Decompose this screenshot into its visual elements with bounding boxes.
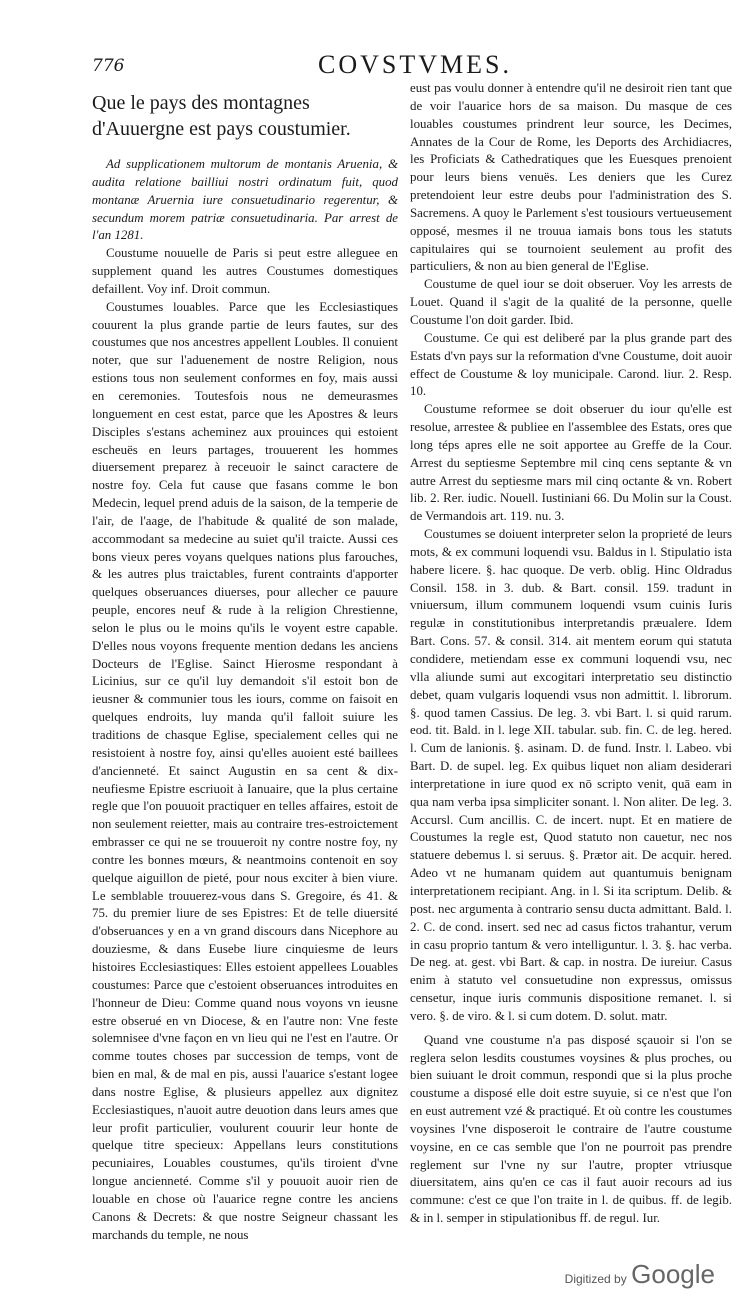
paragraph: Coustume nouuelle de Paris si peut estre alleguee en supplement quand les autres Coustumes domestiques defaillent. Voy inf. Droit commun. bbox=[92, 246, 398, 296]
paragraph: Quand vne coustume n'a pas disposé sçauoir si l'on se reglera selon lesdits coustumes voysines & plus proches, ou bien suiuant le droit commun, respondi que si la plus proche coustume a disposé elle doit estre suyuie, si ce n'est que l'on en eust autrement vzé & practiqué. Et où contre les coustumes voysines l'vne disposeroit le contraire de l'autre coustume voysine, en ce cas semble que l'on ne pourroit pas prendre reglement sur l'vne ny sur l'autre, propter vtriusque diuersitatem, ains qu'en ce cas il faut auoir recours ad ius commune: c'est ce que l'on traite in l. de quibus. ff. de legib. & in l. semper in stipulationibus ff. de regul. Iur. bbox=[410, 1032, 732, 1226]
digitized-by-label: Digitized by bbox=[564, 1272, 627, 1286]
google-logo: Google bbox=[631, 1259, 715, 1289]
paragraph: Coustumes se doiuent interpreter selon la proprieté de leurs mots, & ex communi loquendi vsu. Baldus in l. Stipulatio ista habere licere. §. hac quoque. De verb. oblig. Hinc Oldradus Consil. 158. in 3. dub. & Bart. consil. 159. tradunt in vniuersum, illum communem loquendi vsum cuinis Iuris regulæ in constitutionibus interpretandis præualere. Idem Bart. Cons. 57. & consil. 314. ait mentem eorum qui statuta condidere, metiendam esse ex communi loquendi vsu, nec vlla aliunde sumi aut excogitari interpretatio seu distinctio debet, quam vulgaris loquendi vsus non admittit. l. librorum. §. quod tamen Cassius. De leg. 3. vbi Bart. l. si quid rarum. eod. tit. Bald. in l. lege XII. tabular. sub. fin. C. de leg. hered. l. Cum de lanionis. §. asinam. D. de fund. Instr. l. Labeo. vbi Bart. D. de supel. leg. Ex quibus liquet non aliam desiderari interpretatione in iure quod ex nō scripto venit, quā eam in qua nam verba ipsa simpliciter sonant. l. Non aliter. De leg. 3. Accursl. Cum ancillis. C. de incert. nupt. Et en matiere de Coustumes la regle est, Quod statuto non cauetur, nec nos statuere debemus l. si seruus. §. Prætor ait. De acquir. hered. Adeo vt ne humanam quidem aut quantumuis benignam interpretationem recipiant. Ang. in l. Si ita scriptum. Delib. & post. nec argumenta à contrario sensu ducta admittant. Bald. l. 2. C. de cond. insert. sed nec ad casus fictos trahantur, verum in casu proprio tantum & vero intelliguntur. l. 3. §. hac verba. De neg. at. gest. vbi Bart. & cap. in nostra. De iureiur. Casus enim à statuto vel consuetudine non expressus, omissus censetur, inque iuris communis dispositione remanet. l. si vero. §. de viro. & l. si cum dotem. D. solut. matr. bbox=[410, 527, 732, 1023]
running-title: COVSTVMES. bbox=[318, 50, 512, 79]
digitization-credit bbox=[565, 1259, 715, 1290]
paragraph: eust pas voulu donner à entendre qu'il ne desiroit rien tant que de voir l'auarice hors de sa maison. Du masque de ces louables coustumes prindrent leur source, les Decimes, Annates de la Cour de Rome, les Deports des Archidiacres, les Proficiats & Cathedratiques que les Euesques prenoient pour leurs biens venuës. Les deniers que les Curez pretendoient leur estre deubs pour l'administration des S. Sacremens. A quoy le Parlement s'est tousiours vertueusement opposé, mesmes il ne trouua iamais bons tous les statuts capitulaires qui se tournoient seulement au profit des particuliers, & non au bien general de l'Eglise. bbox=[410, 81, 732, 274]
paragraph: Coustumes louables. Parce que les Ecclesiastiques couurent la plus grande partie de leurs fautes, sur des coustumes que nos ancestres appellent Loubles. Il conuient noter, que sur l'aduenement de nostre Religion, nous estions tous non seulement conformes en foy, mais aussi en ceremonies. Toutesfois nous ne demeurasmes longuement en cest estat, parce que les Apostres & leurs Disciples s'estans acheminez aux prouinces qui estoient escheuës en leurs partages, trouuerent les hommes diuersement preparez à receuoir le sainct caractere de nostre foy. Cela fut cause que fasans comme le bon Medecin, lequel prend aduis de la saison, de la temperie de l'air, de l'aage, de l'habitude & qualité de son malade, accommodant sa medecine au suiet qu'il traicte. Aussi ces bons vieux peres voyans quelques nations plus farouches, & les autres plus traictables, furent contraints d'apporter quelques obseruances diuerses, pour allecher ce pauure peuple, encores neuf & rude à la religion Chrestienne, selon le plus ou le moins qu'ils le voyent estre capable. D'elles nous voyons frequente mention dedans les anciens Docteurs de l'Eglise. Sainct Hierosme respondant à Licinius, sur ce qu'il luy demandoit s'il estoit bon de ieusner & communier tous les iours, comme on faisoit en quelques endroits, luy manda qu'il falloit suiure les traditions de chasque Eglise, specialement celles qui ne resistoient à nostre foy, ainsi qu'elles auoient esté baillees d'ancienneté. Et sainct Augustin en sa cent & dix-neufiesme Epistre escriuoit à Ianuaire, que la plus certaine regle que l'on pouuoit practiquer en telles affaires, estoit de non seulement reietter, mais au contraire tres-estroictement embrasser ce qui ne se trouueroit ny contre nostre foy, ny contre les bonnes mœurs, & neantmoins contenoit en soy quelque aiguillon de pieté, pour nous exciter à bien viure. Le semblable trouuerez-vous dans S. Gregoire, és 41. & 75. du premier liure de ses Epistres: Et de telle diuersité d'obseruances y en a vn grand discours dans Nicephore au douziesme, & dans Eusebe liure cinquiesme de leurs histoires Ecclesiastiques: Elles estoient appellees Louables coustumes: Parce que c'estoient obseruances introduites en l'honneur de Dieu: Comme quand nous voyons vn ieusne estre obserué en vn Diocese, & en l'autre non: Vne feste solemnisee d'vne façon en vn lieu qui ne l'est en l'autre. Or comme toutes choses par succession de temps, vont de bien en mal, & de mal en pis, aussi l'auarice s'estant logee dans nostre Eglise, & plusieurs appellez aux dignitez Ecclesiastiques, n'auoit autre deuotion dans leurs ames que leur profit particulier, voulurent couurir leur honte de quelque titre specieux: Appellans leurs constitutions pecuniaires, Louables coustumes, qu'ils tiroient d'vne longue ancienneté. Comme s'il y pouuoit auoir rien de louable en chose où l'auarice regne contre les anciens Canons & Decrets: & que nostre Seigneur chassant les marchands du temple, ne nous bbox=[92, 299, 398, 1242]
paragraph: Coustume reformee se doit obseruer du iour qu'elle est resolue, arrestee & publiee en l'assemblee des Estats, ores que long téps apres elle ne soit apportee au Greffe de la Cour. Arrest du septiesme Septembre mil cinq cens septante & vn autre Arrest du septiesme mars mil cinq octante & vn. Robert lib. 2. Rer. iudic. Nouell. Iustiniani 66. Du Molin sur la Coust. de Vermandois art. 119. nu. 3. bbox=[410, 402, 732, 524]
page-number: 776 bbox=[92, 56, 125, 76]
right-column bbox=[410, 80, 732, 1228]
section-heading: Que le pays des montagnes d'Auuergne est pays coustumier. bbox=[92, 92, 351, 140]
paragraph: Coustume. Ce qui est deliberé par la plus grande part des Estats d'vn pays sur la reformation d'vne Coustume, doit auoir effect de Coustume & loy municipale. Carond. liur. 2. Resp. 10. bbox=[410, 330, 732, 399]
latin-paragraph: Ad supplicationem multorum de montanis Aruenia, & audita relatione bailliui nostri ordinatum fuit, quod montanæ Aruernia iure consuetudinario regerentur, & secundum morem patriæ consuetudinaria. Par arrest de l'an 1281. bbox=[92, 157, 398, 243]
paragraph: Coustume de quel iour se doit obseruer. Voy les arrests de Louet. Quand il s'agit de la qualité de la personne, quelle Coustume l'on doit garder. Ibid. bbox=[410, 277, 732, 327]
left-column bbox=[92, 80, 398, 1244]
